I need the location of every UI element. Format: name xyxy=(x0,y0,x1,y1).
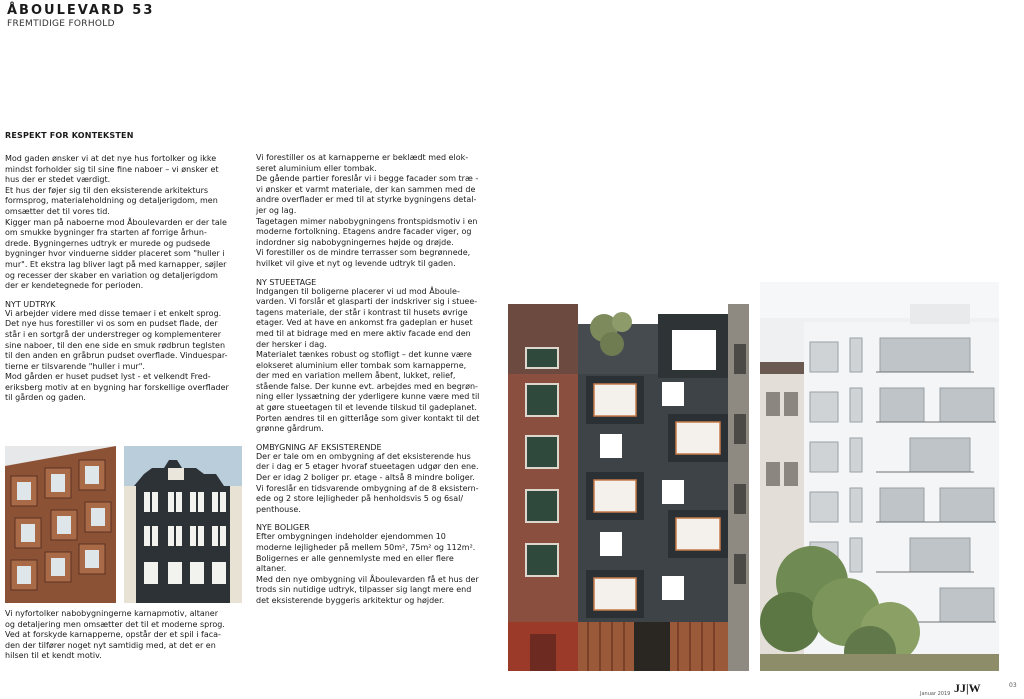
nyt-udtryk-heading: NYT UDTRYK xyxy=(5,299,56,309)
section-heading: RESPEKT FOR KONTEKSTEN xyxy=(5,131,134,140)
stueetage-paragraph: Indgangen til boligerne placerer vi ud mod Åboule- varden. Vi forslår et glasparti der indskriver sig i stuee- tagens materiale, der står i kontrast til husets øvrige etager. Ved at have en ankomst fra gadeplan er huset med til at bidrage med en mere aktiv facade end den der hersker i dag. Materialet tænkes robust og stofligt – det kunne være elokseret aluminium eller tombak som karnapperne, der med en variation mellem åbent, lukket, relief, stående false. Der kunne evt. arbejdes med en begrøn- ning eller lyssætning der yderligere kunne være med til at gøre stueetagen til et levende tilskud til gadeplanet. Porten ændres til en gitterlåge som giver kontakt til det grønne gårdrum. xyxy=(256,286,480,434)
courtyard-facade-rendering xyxy=(760,282,999,671)
nyt-udtryk-paragraph: Vi arbejder videre med disse temaer i et enkelt sprog. Det nye hus forestiller vi os som en pudset flade, der står i en sortgrå der understreger og komplementerer sine naboer, til den ene side en smuk rødbrun teglsten til den anden en gråbrun pudset overflade. Vinduespar- tierne er tilsvarende "huller i mur". Mod gården er huset pudset lyst - et velkendt Fred- eriksberg motiv at en bygning har forskellige overflader til gården og gaden. xyxy=(5,308,229,403)
intro-paragraph: Mod gaden ønsker vi at det nye hus fortolker og ikke mindst forholder sig til sine fine naboer – vi ønsker et hus der er stedet værdigt. Et hus der føjer sig til den eksisterende arkitekturs formsprog, materialeholdning og detaljerigdom, men omsætter det til vores tid. Kigger man på naboerne mod Åboulevarden er der tale om smukke bygninger fra starten af forrige århun- drede. Bygningernes udtryk er murede og pudsede bygninger hvor vinduerne sidder placeret som "huller i mur". Et ekstra lag bliver lagt på med karnapper, søjler og recesser der skaber en variation og detaljerigdom der er kendetegnede for perioden. xyxy=(5,154,227,291)
reference-photo-bay-windows xyxy=(5,446,116,603)
photo-caption: Vi nyfortolker nabobygningerne karnapmotiv, altaner og detaljering men omsætter det til et moderne sprog. Ved at forskyde karnapperne, opstår der et spil i faca- den der tilfører noget nyt samtidig med, at det er en hilsen til et kendt motiv. xyxy=(5,609,225,661)
page-title: ÅBOULEVARD 53 xyxy=(7,3,155,18)
text-column-middle xyxy=(256,153,494,607)
page-number: 03 xyxy=(1009,682,1017,689)
caption-column-left xyxy=(5,609,249,662)
stueetage-heading: NY STUEETAGE xyxy=(256,277,317,287)
bay-window-illustration xyxy=(5,446,116,603)
reference-photo-gabled-house xyxy=(124,446,242,603)
boliger-paragraph: Efter ombygningen indeholder ejendommen 10 moderne lejligheder på mellem 50m², 75m² og 112m². Boligernes er alle gennemlyste med en eller flere altaner. Med den nye ombygning vil Åboulevarden få et hus der trods sin nutidige udtryk, tilpasser sig langt mere end det eksisterende byggeris arkitektur og højder. xyxy=(256,532,479,605)
gabled-house-illustration xyxy=(124,446,242,603)
courtyard-facade-illustration xyxy=(760,282,999,671)
text-column-left xyxy=(5,131,249,404)
office-logo: JJ|W xyxy=(954,681,981,695)
ombygning-paragraph: Der er tale om en ombygning af det eksisterende hus der i dag er 5 etager hvoraf stueetagen udgør den ene. Der er idag 2 boliger pr. etage - altså 8 mindre boliger. Vi foreslår en tidsvarende ombygning af de 8 eksistern- ede og 2 store lejligheder på henholdsvis 5 og 6sal/ penthouse. xyxy=(256,451,479,514)
ombygning-heading: OMBYGNING AF EKSISTERENDE xyxy=(256,442,382,452)
street-facade-illustration xyxy=(508,304,749,671)
footer-date: Januar 2019 xyxy=(920,691,951,697)
street-facade-rendering xyxy=(508,304,749,671)
page-subtitle: FREMTIDIGE FORHOLD xyxy=(7,19,115,29)
boliger-heading: NYE BOLIGER xyxy=(256,523,310,533)
materials-paragraph: Vi forestiller os at karnapperne er beklædt med elok- seret aluminium eller tombak. De gående partier foreslår vi i begge facader som træ - vi ønsker et varmt materiale, der kan sammen med de andre overflader er med til at styrke bygningens detal- jer og lag. Tagetagen mimer nabobygningens frontspidsmotiv i en moderne fortolkning. Etagens andre facader viger, og indordner sig nabobygningernes højde og drøjde. Vi forestiller os de mindre terrasser som begrønnede, hvilket vil give et nyt og levende udtryk til gaden. xyxy=(256,153,479,268)
